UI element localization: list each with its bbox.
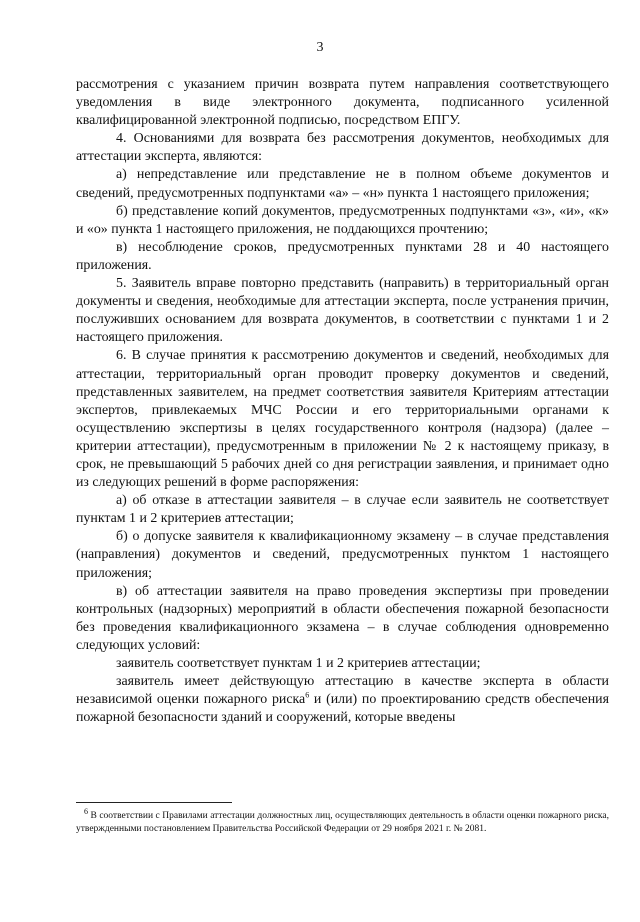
paragraph: в) несоблюдение сроков, предусмотренных пунктами 28 и 40 настоящего приложения.	[76, 239, 609, 273]
paragraph-text: заявитель имеет действующую аттестацию в качестве эксперта в области независимой оценки пожарного риска	[76, 674, 609, 708]
paragraph: 4. Основаниями для возврата без рассмотрения документов, необходимых для аттестации эксперта, являются:	[76, 131, 609, 165]
paragraph: 6. В случае принятия к рассмотрению документов и сведений, необходимых для аттестации, территориальный орган проводит проверку документов и сведений, представленных заявителем, на предмет соответствия заявителя Критериям аттестации экспертов, привлекаемых МЧС России и его территориальными органами к осуществлению экспертизы в целях государственного контроля (надзора) (далее – критерии аттестации), предусмотренным в приложении № 2 к настоящему приказу, в срок, не превышающий 5 рабочих дней со дня регистрации заявления, и принимает одно из следующих решений в форме распоряжения:	[76, 348, 609, 491]
paragraph: заявитель соответствует пунктам 1 и 2 критериев аттестации;	[116, 656, 481, 671]
page-number: 3	[316, 40, 324, 55]
footnote	[76, 806, 609, 836]
footnote-marker: 6	[84, 806, 88, 816]
footnote-reference[interactable]: 6	[305, 690, 310, 700]
paragraph: б) о допуске заявителя к квалификационному экзамену – в случае представления (направления) документов и сведений, предусмотренных пунктом 1 настоящего приложения;	[76, 529, 609, 581]
paragraph: 5. Заявитель вправе повторно представить (направить) в территориальный орган документы и сведения, необходимые для аттестации эксперта, после устранения причин, послуживших основанием для возврата документов, в соответствии с пунктами 1 и 2 настоящего приложения.	[76, 276, 609, 346]
paragraph-text: и (или) по проектированию средств обеспечения пожарной безопасности зданий и сооружений, которые введены	[76, 692, 609, 726]
paragraph-with-footnote	[76, 673, 609, 727]
paragraph: рассмотрения с указанием причин возврата путем направления соответствующего уведомления в виде электронного документа, подписанного усиленной квалифицированной электронной подписью, посредством ЕПГУ.	[76, 77, 609, 129]
paragraph: а) об отказе в аттестации заявителя – в случае если заявитель не соответствует пунктам 1 и 2 критериев аттестации;	[76, 493, 609, 527]
paragraph: а) непредставление или представление не в полном объеме документов и сведений, предусмотренных подпунктами «а» – «н» пункта 1 настоящего приложения;	[76, 167, 609, 201]
footnote-separator	[76, 802, 232, 803]
body-text	[76, 76, 609, 727]
footnote-text: В соответствии с Правилами аттестации должностных лиц, осуществляющих деятельность в области оценки пожарного риска, утвержденными постановлением Правительства Российской Федерации от 29 ноября 2021 г. № 2081.	[76, 811, 609, 834]
paragraph: б) представление копий документов, предусмотренных подпунктами «з», «и», «к» и «о» пункта 1 настоящего приложения, не поддающихся прочтению;	[76, 203, 609, 237]
paragraph: в) об аттестации заявителя на право проведения экспертизы при проведении контрольных (надзорных) мероприятий в области обеспечения пожарной безопасности без проведения квалификационного экзамена – в случае соблюдения одновременно следующих условий:	[76, 583, 609, 653]
